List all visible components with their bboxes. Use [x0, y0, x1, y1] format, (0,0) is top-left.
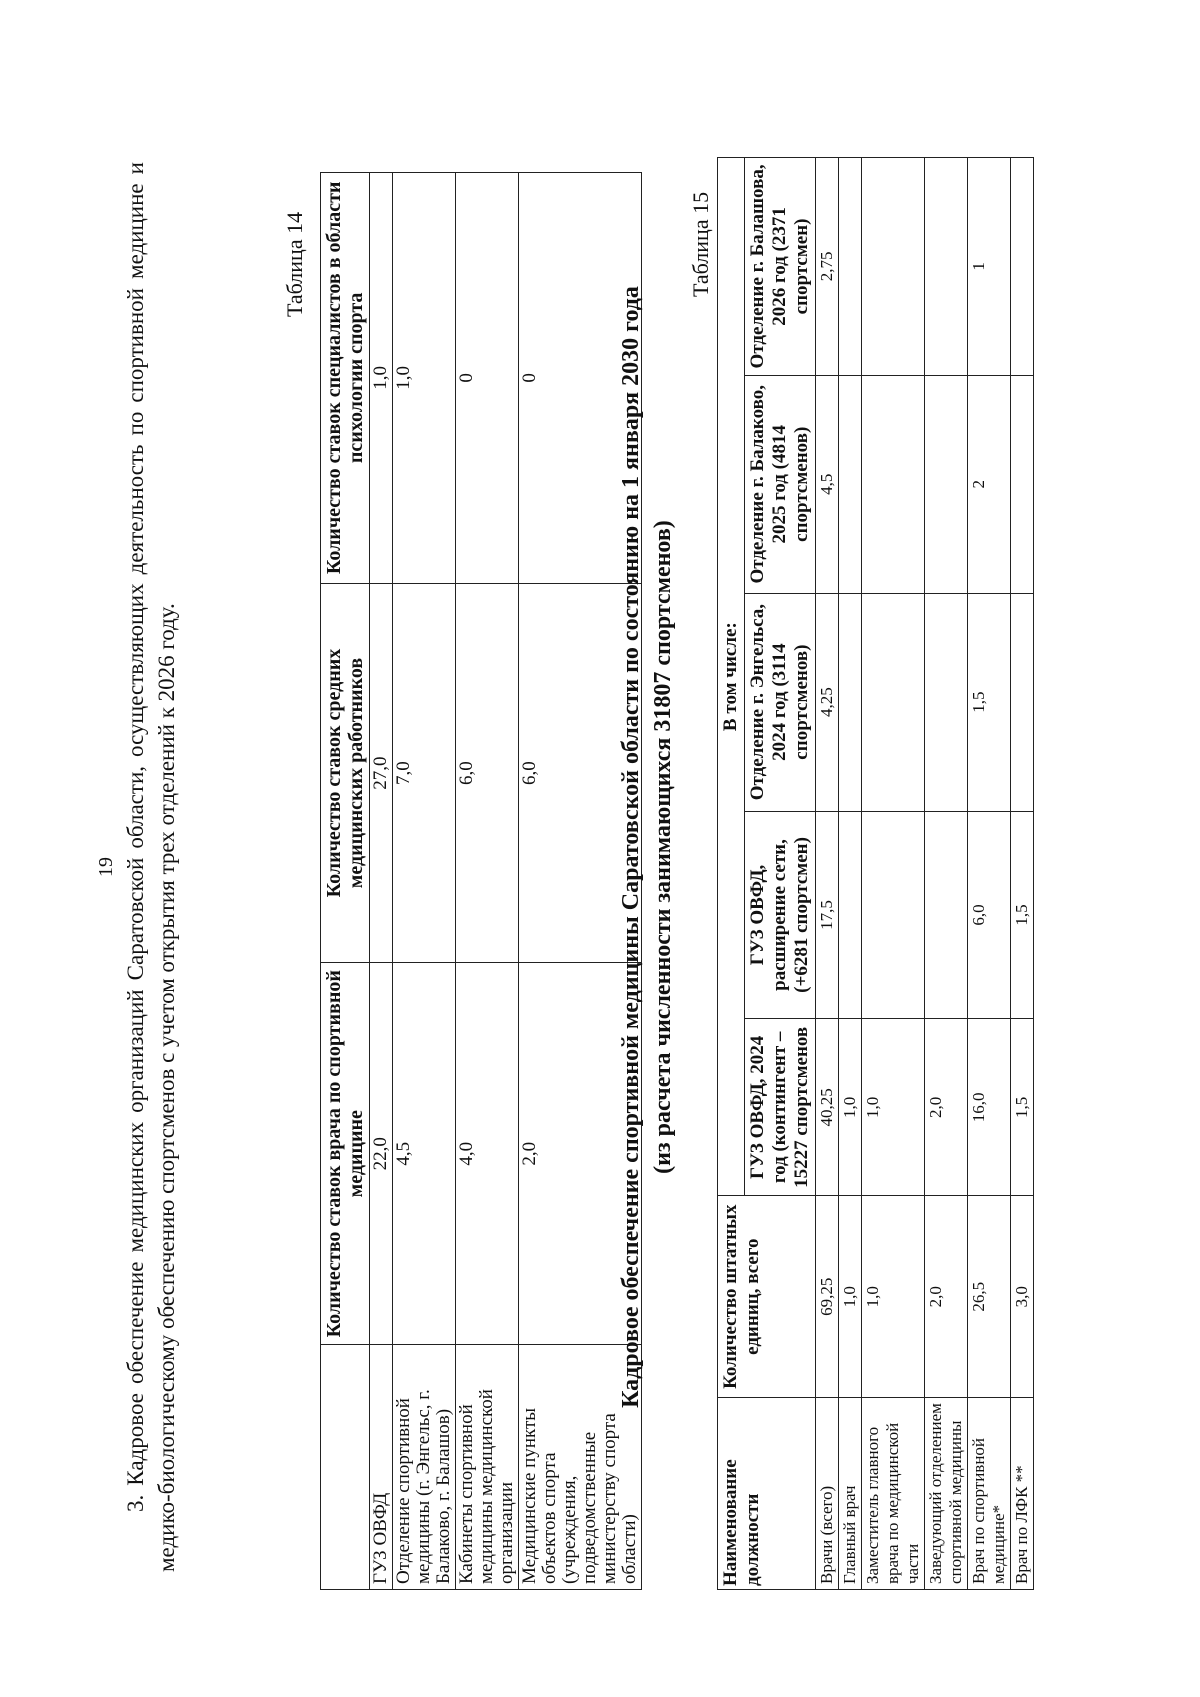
cell: 6,0: [968, 811, 1011, 1019]
subheader-cell: Отделение г. Балаково, 2025 год (4814 спортсменов): [745, 375, 816, 593]
table-row: [925, 158, 968, 1590]
cell: 6,0: [519, 583, 642, 963]
row-label: Врач по ЛФК **: [1011, 1398, 1034, 1590]
cell: 1,0: [839, 1019, 862, 1196]
row-label: Заведующий отделением спортивной медицины: [925, 1398, 968, 1590]
cell: 4,0: [456, 963, 519, 1345]
table15-label: Таблица 15: [688, 191, 713, 297]
header-cell: Количество штатных единиц, всего: [718, 1196, 816, 1398]
cell: 69,25: [816, 1196, 839, 1398]
row-label: Врач по спортивной медицине*: [968, 1398, 1011, 1590]
cell: 1,0: [370, 173, 393, 584]
cell: 1,5: [1011, 811, 1034, 1019]
cell: [839, 593, 862, 811]
header-cell: Количество ставок врача по спортивной медицине: [321, 963, 370, 1345]
table-row: [456, 173, 519, 1590]
cell: [1011, 593, 1034, 811]
header-cell: Количество ставок специалистов в области психологии спорта: [321, 173, 370, 584]
section-paragraph: 3. Кадровое обеспечение медицинских организаций Саратовской области, осуществляющих деятельность по спортивной медицине и медико-биологическому обеспечению спортсменов с учетом открытия трех отделений к 2026 году.: [123, 162, 179, 1572]
cell: 2: [968, 375, 1011, 593]
subheader-cell: ГУЗ ОВФД, расширение сети, (+6281 спортсмен): [745, 811, 816, 1019]
heading-line-2: (из расчета численности занимающихся 31807 спортсменов): [650, 520, 676, 1174]
row-label: Кабинеты спортивной медицины медицинской организации: [456, 1345, 519, 1590]
cell: 0: [456, 173, 519, 584]
header-cell: [321, 1345, 370, 1590]
cell: 4,25: [816, 593, 839, 811]
cell: 1,0: [839, 1196, 862, 1398]
cell: 2,0: [925, 1019, 968, 1196]
cell: 40,25: [816, 1019, 839, 1196]
cell: 16,0: [968, 1019, 1011, 1196]
row-label: Отделение спортивной медицины (г. Энгельс, г. Балаково, г. Балашов): [393, 1345, 456, 1590]
table-header-row: [718, 158, 745, 1590]
cell: 2,0: [925, 1196, 968, 1398]
cell: [839, 811, 862, 1019]
cell: 1,5: [1011, 1019, 1034, 1196]
cell: [839, 375, 862, 593]
cell: [925, 158, 968, 376]
table-15: [717, 157, 1034, 1590]
row-label: Заместитель главного врача по медицинской части: [862, 1398, 925, 1590]
cell: 1: [968, 158, 1011, 376]
table-14: [320, 172, 642, 1590]
header-cell: Количество ставок средних медицинских работников: [321, 583, 370, 963]
header-cell: Наименование должности: [718, 1398, 816, 1590]
cell: 26,5: [968, 1196, 1011, 1398]
row-label: Врачи (всего): [816, 1398, 839, 1590]
cell: [925, 593, 968, 811]
cell: [862, 375, 925, 593]
cell: [1011, 158, 1034, 376]
cell: 22,0: [370, 963, 393, 1345]
cell: 3,0: [1011, 1196, 1034, 1398]
cell: 6,0: [456, 583, 519, 963]
row-label: Медицинские пункты объектов спорта (учреждения, подведомственные министерству спорта области): [519, 1345, 642, 1590]
row-label: ГУЗ ОВФД: [370, 1345, 393, 1590]
table-row: [1011, 158, 1034, 1590]
row-label: Главный врач: [839, 1398, 862, 1590]
table-header-row: [321, 173, 370, 1590]
table-row: [839, 158, 862, 1590]
cell: 2,75: [816, 158, 839, 376]
cell: [862, 811, 925, 1019]
cell: [925, 811, 968, 1019]
table15-heading: [615, 97, 679, 1597]
cell: 0: [519, 173, 642, 584]
cell: 4,5: [816, 375, 839, 593]
cell: 7,0: [393, 583, 456, 963]
table-row: [862, 158, 925, 1590]
table-row: [816, 158, 839, 1590]
subheader-cell: ГУЗ ОВФД, 2024 год (контингент – 15227 спортсменов: [745, 1019, 816, 1196]
cell: 17,5: [816, 811, 839, 1019]
page-number: 19: [95, 857, 117, 877]
cell: 1,5: [968, 593, 1011, 811]
table-row: [968, 158, 1011, 1590]
subheader-cell: Отделение г. Энгельса, 2024 год (3114 спортсменов): [745, 593, 816, 811]
table-row: [370, 173, 393, 1590]
cell: 1,0: [862, 1019, 925, 1196]
header-group-cell: В том числе:: [718, 158, 745, 1196]
heading-line-1: Кадровое обеспечение спортивной медицины Саратовской области по состоянию на 1 января 2030 года: [618, 286, 644, 1408]
cell: 2,0: [519, 963, 642, 1345]
cell: [862, 593, 925, 811]
cell: 4,5: [393, 963, 456, 1345]
cell: 1,0: [862, 1196, 925, 1398]
cell: 27,0: [370, 583, 393, 963]
cell: [925, 375, 968, 593]
cell: 1,0: [393, 173, 456, 584]
cell: [839, 158, 862, 376]
table14-label: Таблица 14: [282, 211, 307, 317]
cell: [1011, 375, 1034, 593]
subheader-cell: Отделение г. Балашова, 2026 год (2371 спортсмен): [745, 158, 816, 376]
table-row: [393, 173, 456, 1590]
cell: [862, 158, 925, 376]
